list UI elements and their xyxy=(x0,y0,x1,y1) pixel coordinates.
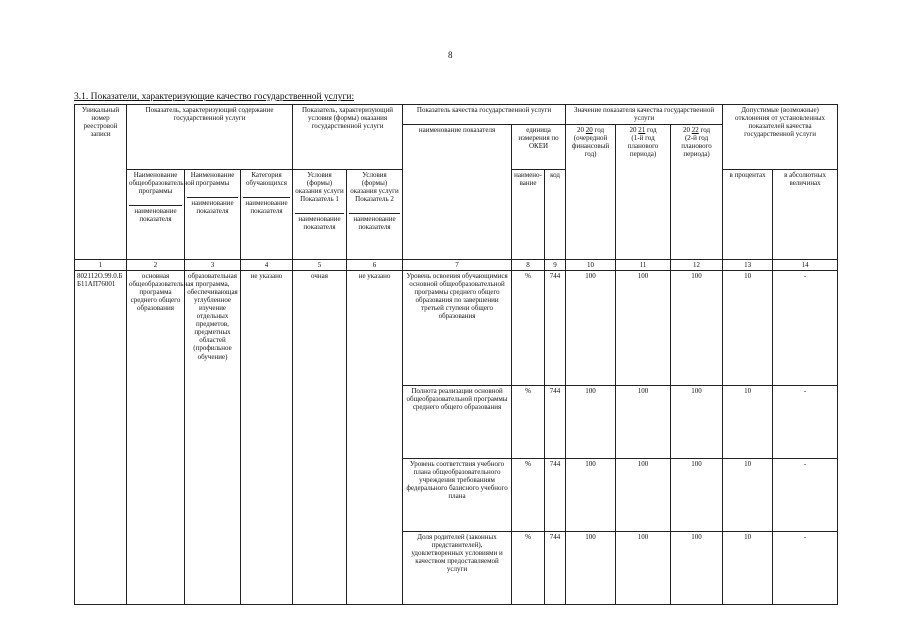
table-row xyxy=(75,271,838,386)
col-number: 2 xyxy=(127,260,185,271)
indicator-dev-percent: 10 xyxy=(723,386,773,459)
header-col-condition-1: Условия (формы) оказания услуги Показатель 1 наименование показателя xyxy=(293,170,347,260)
header-unit-code: код xyxy=(545,170,566,260)
header-col-program-name: Наименование программы наименование показателя xyxy=(185,170,241,260)
indicator-code: 744 xyxy=(545,532,566,605)
indicator-value-year-2: 100 xyxy=(616,386,671,459)
record-category: не указано xyxy=(241,271,293,605)
col-number: 7 xyxy=(403,260,512,271)
col-number: 9 xyxy=(545,260,566,271)
indicator-value-year-1: 100 xyxy=(566,532,616,605)
header-conditions-group: Показатель, характеризующий условия (формы) оказания государственной услуги xyxy=(293,105,403,170)
col-number: 1 xyxy=(75,260,127,271)
record-program: основная общеобразовательная программа среднего общего образования xyxy=(127,271,185,605)
page-number: 8 xyxy=(448,50,453,60)
record-program-name: образовательная программа, обеспечивающая углубленное изучение отдельных предметов, предметных областей (профильное обучение) xyxy=(185,271,241,605)
header-year-2: 20 21 год (1-й год планового периода) xyxy=(616,125,671,260)
indicator-name: Полнота реализации основной общеобразовательной программы среднего общего образования xyxy=(403,386,512,459)
column-number-row xyxy=(75,260,838,271)
header-col-condition-2: Условия (формы) оказания услуги Показатель 2 наименование показателя xyxy=(347,170,403,260)
indicator-unit: % xyxy=(512,386,545,459)
indicator-unit: % xyxy=(512,532,545,605)
quality-indicators-table xyxy=(74,104,838,605)
indicator-dev-percent: 10 xyxy=(723,459,773,532)
indicator-code: 744 xyxy=(545,271,566,386)
header-quality-group: Показатель качества государственной услуги xyxy=(403,105,566,125)
indicator-unit: % xyxy=(512,271,545,386)
indicator-value-year-1: 100 xyxy=(566,386,616,459)
indicator-unit: % xyxy=(512,459,545,532)
indicator-value-year-2: 100 xyxy=(616,459,671,532)
header-content-group: Показатель, характеризующий содержание государственной услуги xyxy=(127,105,293,170)
indicator-name: Доля родителей (законных представителей), удовлетворенных условиями и качеством предоставляемой услуги xyxy=(403,532,512,605)
indicator-dev-absolute: - xyxy=(773,386,838,459)
col-number: 5 xyxy=(293,260,347,271)
header-deviation-group: Допустимые (возможные) отклонения от установленных показателей качества государственной услуги xyxy=(723,105,838,170)
indicator-value-year-1: 100 xyxy=(566,459,616,532)
indicator-code: 744 xyxy=(545,386,566,459)
col-number: 11 xyxy=(616,260,671,271)
header-col-program: Наименование общеобразовательной программы наименование показателя xyxy=(127,170,185,260)
section-title: 3.1. Показатели, характеризующие качество государственной услуги: xyxy=(74,92,355,102)
record-condition-2: не указано xyxy=(347,271,403,605)
indicator-value-year-3: 100 xyxy=(671,532,723,605)
col-number: 4 xyxy=(241,260,293,271)
indicator-dev-percent: 10 xyxy=(723,532,773,605)
indicator-dev-absolute: - xyxy=(773,459,838,532)
indicator-name: Уровень соответствия учебного плана общеобразовательного учреждения требованиям федерального базисного учебного плана xyxy=(403,459,512,532)
header-unique-number: Уникальный номер реестровой записи xyxy=(75,105,127,260)
header-dev-percent: в процентах xyxy=(723,170,773,260)
col-number: 6 xyxy=(347,260,403,271)
indicator-value-year-2: 100 xyxy=(616,532,671,605)
col-number: 10 xyxy=(566,260,616,271)
col-number: 12 xyxy=(671,260,723,271)
header-indicator-name: наименование показателя xyxy=(403,125,512,260)
col-number: 14 xyxy=(773,260,838,271)
indicator-code: 744 xyxy=(545,459,566,532)
header-year-3: 20 22 год (2-й год планового периода) xyxy=(671,125,723,260)
header-value-group: Значение показателя качества государственной услуги xyxy=(566,105,723,125)
indicator-name: Уровень освоения обучающимися основной общеобразовательной программы среднего общего образования по завершении третьей ступени общего образования xyxy=(403,271,512,386)
indicator-value-year-2: 100 xyxy=(616,271,671,386)
indicator-value-year-1: 100 xyxy=(566,271,616,386)
header-unit-group: единица измерения по ОКЕИ xyxy=(512,125,566,170)
header-dev-absolute: в абсолютных величинах xyxy=(773,170,838,260)
header-unit-name: наимено-вание xyxy=(512,170,545,260)
col-number: 3 xyxy=(185,260,241,271)
indicator-value-year-3: 100 xyxy=(671,386,723,459)
header-col-category: Категория обучающихся наименование показателя xyxy=(241,170,293,260)
indicator-value-year-3: 100 xyxy=(671,459,723,532)
header-year-1: 20 20 год (очередной финансовый год) xyxy=(566,125,616,260)
indicator-value-year-3: 100 xyxy=(671,271,723,386)
indicator-dev-percent: 10 xyxy=(723,271,773,386)
indicator-dev-absolute: - xyxy=(773,271,838,386)
record-id: 802112О.99.0.ББ11АП76001 xyxy=(75,271,127,605)
col-number: 8 xyxy=(512,260,545,271)
indicator-dev-absolute: - xyxy=(773,532,838,605)
col-number: 13 xyxy=(723,260,773,271)
record-form: очная xyxy=(293,271,347,605)
